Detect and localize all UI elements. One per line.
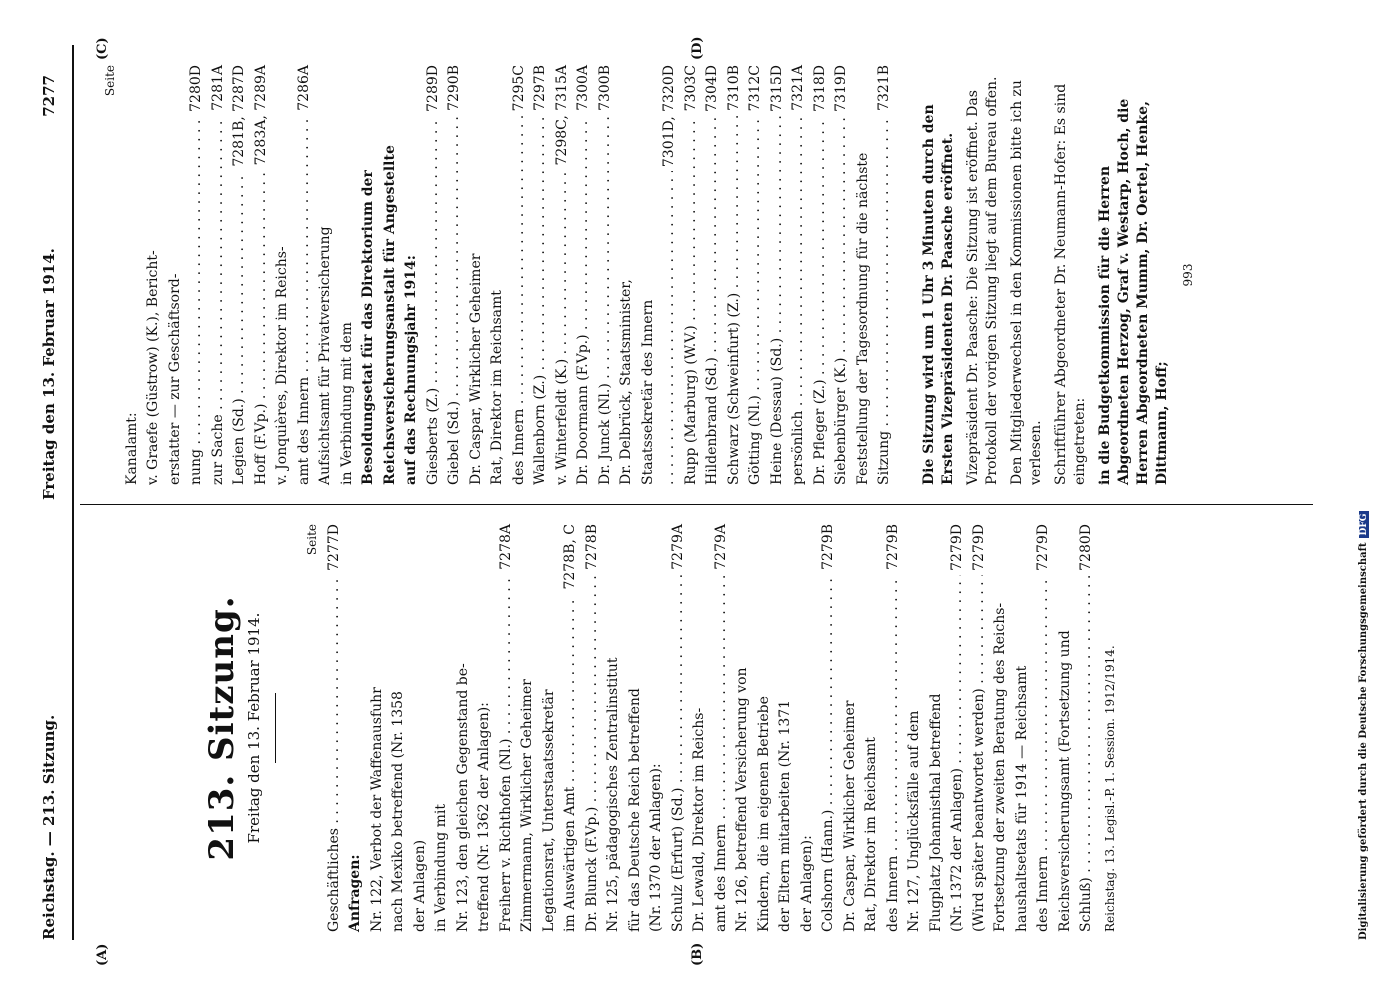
toc-entry-text: Dr. Pfleger (Z.) . . . xyxy=(810,116,832,485)
toc-entry-text: Besoldungsetat für das Direktorium der xyxy=(360,170,376,485)
toc-entry-text: zur Sache . . . xyxy=(208,115,230,485)
toc-page-ref: 7289D xyxy=(424,65,441,112)
toc-line xyxy=(444,65,466,485)
toc-line xyxy=(423,65,445,485)
toc-entry-text: (Nr. 1370 der Anlagen): xyxy=(648,763,664,932)
left-toc xyxy=(324,524,1098,932)
dfg-logo: DFG xyxy=(1359,511,1369,539)
toc-page-ref: 7303C xyxy=(682,65,699,112)
toc-page-ref: 7281B, 7287D xyxy=(231,65,247,167)
toc-page-ref: 7279B xyxy=(820,524,836,570)
toc-entry-text: Kindern, die im eigenen Betriebe xyxy=(755,696,772,932)
toc-entry-text: Flugplatz Johannisthal betreffend xyxy=(927,693,944,932)
toc-line xyxy=(560,524,582,932)
toc-page-ref: 7286A xyxy=(295,65,312,111)
toc-line xyxy=(775,524,797,932)
toc-page-ref: 7297B xyxy=(532,65,548,111)
schriftfuehrer-text: Schriftführer Abgeordneter Dr. Neumann-Hofer: Es sind eingetreten: xyxy=(1052,83,1088,485)
toc-page-ref: 7304D xyxy=(704,65,720,112)
left-column xyxy=(100,524,1121,932)
toc-line xyxy=(754,524,776,932)
toc-entry-text: Heine (Dessau) (Sd.) . . . xyxy=(767,116,789,485)
toc-line xyxy=(345,524,367,932)
toc-line xyxy=(947,524,969,932)
toc-entry-text xyxy=(659,171,681,485)
toc-entry-text: Nr. 123, den gleichen Gegenstand be- xyxy=(454,663,471,932)
toc-page-ref: 7295C xyxy=(510,65,527,112)
toc-entry-text: Götting (Nl.) . . . xyxy=(745,115,767,485)
toc-page-ref: 7279D xyxy=(1035,524,1051,571)
toc-line xyxy=(466,65,488,485)
opening-text: Die Sitzung wird um 1 Uhr 3 Minuten durch den Ersten Vizepräsidenten Dr. Paasche eröffnet. xyxy=(920,104,956,485)
toc-entry-text: Legationsrat, Unterstaatssekretär xyxy=(540,689,557,932)
toc-line xyxy=(337,65,359,485)
toc-page-ref: 7277D xyxy=(325,524,342,571)
toc-entry-text: Dr. Lewald, Direktor im Reichs- xyxy=(691,707,707,932)
toc-entry-text: haushaltsetats für 1914 — Reichsamt xyxy=(1013,665,1030,932)
toc-line xyxy=(496,524,518,932)
toc-line xyxy=(904,524,926,932)
toc-line xyxy=(861,524,883,932)
header-page-number: 7277 xyxy=(40,75,58,117)
toc-page-ref: 7279A xyxy=(712,524,729,570)
toc-entry-text: Schulz (Erfurt) (Sd.) . . . xyxy=(668,574,690,932)
toc-entry-text: (Nr. 1372 der Anlagen) . . . xyxy=(947,575,969,932)
margin-mark-c: (C) xyxy=(95,37,110,60)
toc-line xyxy=(380,65,402,485)
toc-line xyxy=(453,524,475,932)
toc-line xyxy=(810,65,832,485)
toc-entry-text: Reichsversicherungsamt (Fortsetzung und xyxy=(1056,630,1073,932)
toc-line xyxy=(1076,524,1098,932)
toc-line xyxy=(165,65,187,485)
toc-page-ref: 7281A xyxy=(209,65,226,111)
session-date: Freitag den 13. Februar 1914. xyxy=(244,612,263,844)
toc-line xyxy=(272,65,294,485)
toc-line xyxy=(646,524,668,932)
credit-text: Digitalisierung gefördert durch die Deutsche Forschungsgemeinschaft xyxy=(1358,542,1369,940)
toc-line xyxy=(208,65,230,485)
header-rule xyxy=(72,45,74,940)
toc-line xyxy=(603,524,625,932)
toc-entry-text: Reichsversicherungsanstalt für Angestellte xyxy=(381,145,398,485)
toc-line xyxy=(724,65,746,485)
toc-entry-text: amt des Innern . . . xyxy=(711,574,733,932)
toc-entry-text: Giesberts (Z.) . . . xyxy=(423,116,445,485)
toc-line xyxy=(745,65,767,485)
header-left: Reichstag. — 213. Sitzung. xyxy=(40,714,58,940)
toc-page-ref: 7298C, 7315A xyxy=(553,65,570,166)
toc-line xyxy=(681,65,703,485)
toc-line xyxy=(969,524,991,932)
mitglieder-text: Den Mitgliederwechsel in den Kommissionen bitte ich zu verlesen. xyxy=(1008,80,1044,485)
toc-entry-text: v. Jonquières, Direktor im Reichs- xyxy=(274,246,290,485)
toc-line xyxy=(797,524,819,932)
toc-entry-text: Nr. 122, Verbot der Waffenausfuhr xyxy=(368,687,385,932)
toc-entry-text: im Auswärtigen Amt . . . xyxy=(560,594,582,932)
toc-line xyxy=(315,65,337,485)
toc-line xyxy=(668,524,690,932)
toc-entry-text: Hildenbrand (Sd.) . . . xyxy=(702,116,724,485)
toc-line xyxy=(474,524,496,932)
right-column xyxy=(100,65,1199,485)
toc-line xyxy=(401,65,423,485)
toc-entry-text: Dr. Delbrück, Staatsminister, xyxy=(618,279,634,485)
toc-page-ref: 7318D xyxy=(811,65,828,112)
toc-entry-text: Rupp (Marburg) (W.V.) . . . xyxy=(681,115,703,485)
toc-entry-text: der Anlagen) xyxy=(411,839,428,932)
toc-entry-text: Nr. 127, Unglücksfälle auf dem xyxy=(906,710,922,932)
toc-page-ref: 7315D xyxy=(768,65,785,112)
toc-line xyxy=(186,65,208,485)
toc-entry-text: Fortsetzung der zweiten Beratung des Reichs- xyxy=(992,602,1008,932)
toc-entry-text: (Wird später beantwortet werden) . . . xyxy=(969,575,991,932)
toc-page-ref: 7321A xyxy=(790,65,806,111)
toc-page-ref: 7300B xyxy=(596,65,613,111)
toc-page-ref: 7278B, C xyxy=(562,524,578,590)
title-rule xyxy=(275,693,276,763)
toc-entry-text: Legien (Sd.) . . . xyxy=(229,171,251,485)
margin-mark-d: (D) xyxy=(690,36,705,60)
toc-line xyxy=(358,65,380,485)
session-title: 213. Sitzung. xyxy=(202,595,242,861)
digitization-credit xyxy=(1358,511,1369,940)
toc-entry-text: Giebel (Sd.) . . . xyxy=(444,115,466,485)
toc-page-ref: 7312C xyxy=(747,65,763,112)
proceedings xyxy=(920,65,1172,485)
toc-entry-text: Rat, Direktor im Reichsamt xyxy=(489,290,505,485)
toc-entry-text: Freiherr v. Richthofen (Nl.) . . . xyxy=(496,574,518,932)
toc-entry-text: des Innern . . . xyxy=(509,115,531,485)
toc-line xyxy=(689,524,711,932)
seite-label-right: Seite xyxy=(103,65,117,97)
toc-line xyxy=(990,524,1012,932)
toc-line xyxy=(539,524,561,932)
toc-entry-text: auf das Rechnungsjahr 1914: xyxy=(403,255,419,485)
toc-entry-text: Colshorn (Hann.) . . . xyxy=(818,574,840,932)
toc-line xyxy=(294,65,316,485)
seite-label-left: Seite xyxy=(305,524,319,556)
toc-line xyxy=(487,65,509,485)
toc-entry-text: Staatssekretär des Innern xyxy=(639,299,656,485)
toc-entry-text: Dr. Blunck (F.Vp.) . . . xyxy=(582,574,604,932)
sheet-number: 993 xyxy=(1180,263,1195,287)
toc-entry-text: Geschäftliches . . . xyxy=(324,575,346,932)
toc-line xyxy=(1012,524,1034,932)
toc-entry-text: v. Winterfeldt (K.) . . . xyxy=(552,169,574,485)
toc-entry-text: Nr. 126, betreffend Versicherung von xyxy=(734,667,750,932)
toc-entry-text: Schwarz (Schweinfurt) (Z.) . . . xyxy=(724,115,746,485)
toc-entry-text: der Eltern mitarbeiten (Nr. 1371 xyxy=(777,699,793,932)
toc-entry-text: Dr. Junck (Nl.) . . . xyxy=(595,115,617,485)
toc-entry-text: nung . . . xyxy=(186,116,208,485)
toc-line xyxy=(831,65,853,485)
toc-line xyxy=(659,65,681,485)
toc-line xyxy=(883,524,905,932)
toc-page-ref: 7280D xyxy=(1078,524,1094,571)
toc-page-ref: 7290B xyxy=(446,65,462,111)
toc-entry-text: Dr. Caspar, Wirklicher Geheimer xyxy=(841,700,858,932)
toc-entry-text: nach Mexiko betreffend (Nr. 1358 xyxy=(390,691,406,932)
left-footer-note: Reichstag. 13. Legisl.-P. 1. Session. 1912/1914. xyxy=(1102,645,1117,932)
toc-line xyxy=(926,524,948,932)
toc-line xyxy=(732,524,754,932)
toc-line xyxy=(517,524,539,932)
toc-entry-text: Nr. 125, pädagogisches Zentralinstitut xyxy=(605,657,621,932)
toc-line xyxy=(122,65,144,485)
toc-line xyxy=(874,65,896,485)
toc-entry-text: des Innern . . . xyxy=(1033,575,1055,932)
toc-line xyxy=(853,65,875,485)
toc-line xyxy=(324,524,346,932)
toc-line xyxy=(552,65,574,485)
column-divider xyxy=(80,504,1313,505)
toc-page-ref: 7321B xyxy=(876,65,892,111)
toc-page-ref: 7283A, 7289A xyxy=(252,65,269,166)
toc-entry-text: erstatter — zur Geschäftsord- xyxy=(166,273,183,485)
margin-mark-b: (B) xyxy=(690,942,705,966)
toc-line xyxy=(818,524,840,932)
toc-entry-text: Schluß) . . . xyxy=(1076,575,1098,932)
toc-entry-text: Dr. Doormann (F.Vp.) . . . xyxy=(573,115,595,485)
vp-text: Vizepräsident Dr. Paasche: Die Sitzung ist eröffnet. Das Protokoll der vorigen Sitzung liegt auf dem Bureau offen. xyxy=(964,76,1000,485)
header-center: Freitag den 13. Februar 1914. xyxy=(40,248,58,500)
toc-line xyxy=(431,524,453,932)
toc-line xyxy=(840,524,862,932)
toc-entry-text: in Verbindung mit dem xyxy=(338,322,355,485)
toc-page-ref: 7310B xyxy=(725,65,742,111)
right-toc xyxy=(122,65,896,485)
toc-entry-text: Feststellung der Tagesordnung für die nächste xyxy=(854,152,871,485)
toc-line xyxy=(251,65,273,485)
toc-page-ref: 7279D xyxy=(949,524,965,571)
toc-entry-text: persönlich . . . xyxy=(788,115,810,485)
toc-line xyxy=(573,65,595,485)
toc-page-ref: 7279B xyxy=(884,524,901,570)
margin-mark-a: (A) xyxy=(95,943,110,966)
toc-entry-text: der Anlagen): xyxy=(798,835,815,932)
toc-line xyxy=(530,65,552,485)
toc-entry-text: treffend (Nr. 1362 der Anlagen): xyxy=(476,702,492,932)
toc-line xyxy=(410,524,432,932)
toc-line xyxy=(702,65,724,485)
toc-page-ref: 7279D xyxy=(970,524,987,571)
toc-entry-text: Hoff (F.Vp.) . . . xyxy=(251,169,273,485)
toc-line xyxy=(143,65,165,485)
toc-line xyxy=(625,524,647,932)
toc-entry-text: Dr. Caspar, Wirklicher Geheimer xyxy=(467,253,484,485)
toc-entry-text: Kanalamt: xyxy=(123,412,140,485)
toc-line xyxy=(229,65,251,485)
toc-entry-text: in Verbindung mit xyxy=(433,804,449,932)
toc-page-ref: 7278B xyxy=(583,524,600,570)
toc-line xyxy=(711,524,733,932)
toc-page-ref: 7301D, 7320D xyxy=(661,65,677,168)
toc-line xyxy=(1055,524,1077,932)
toc-page-ref: 7279A xyxy=(669,524,686,570)
toc-line xyxy=(367,524,389,932)
toc-line xyxy=(582,524,604,932)
toc-line xyxy=(767,65,789,485)
commission-text: in die Budgetkommission für die Herren Abgeordneten Herzog, Graf v. Westarp, Hoch, die Herren Abgeordneten Mumm, Dr. Oertel, Henke, Dittmann, Hoff; xyxy=(1096,98,1170,485)
toc-entry-text: Sitzung . . . xyxy=(874,115,896,485)
toc-entry-text: Rat, Direktor im Reichsamt xyxy=(863,737,879,932)
toc-entry-text: amt des Innern . . . xyxy=(294,115,316,485)
toc-entry-text: Wallenborn (Z.) . . . xyxy=(530,115,552,485)
toc-line xyxy=(388,524,410,932)
toc-line xyxy=(1033,524,1055,932)
toc-entry-text: Siebenbürger (K.) . . . xyxy=(831,116,853,485)
toc-page-ref: 7280D xyxy=(188,65,204,112)
page-header xyxy=(40,40,68,960)
toc-entry-text: für das Deutsche Reich betreffend xyxy=(626,688,643,932)
toc-line xyxy=(788,65,810,485)
toc-line xyxy=(509,65,531,485)
toc-line xyxy=(595,65,617,485)
toc-line xyxy=(616,65,638,485)
toc-entry-text: Zimmermann, Wirklicher Geheimer xyxy=(519,679,535,932)
toc-page-ref: 7319D xyxy=(833,65,849,112)
toc-entry-text: Aufsichtsamt für Privatversicherung xyxy=(317,226,333,485)
toc-entry-text: des Innern . . . xyxy=(883,574,905,932)
toc-entry-text: v. Graefe (Güstrow) (K.), Bericht- xyxy=(145,250,161,485)
toc-line xyxy=(638,65,660,485)
toc-page-ref: 7300A xyxy=(575,65,591,111)
toc-page-ref: 7278A xyxy=(497,524,514,570)
toc-entry-text: Anfragen: xyxy=(347,854,363,932)
